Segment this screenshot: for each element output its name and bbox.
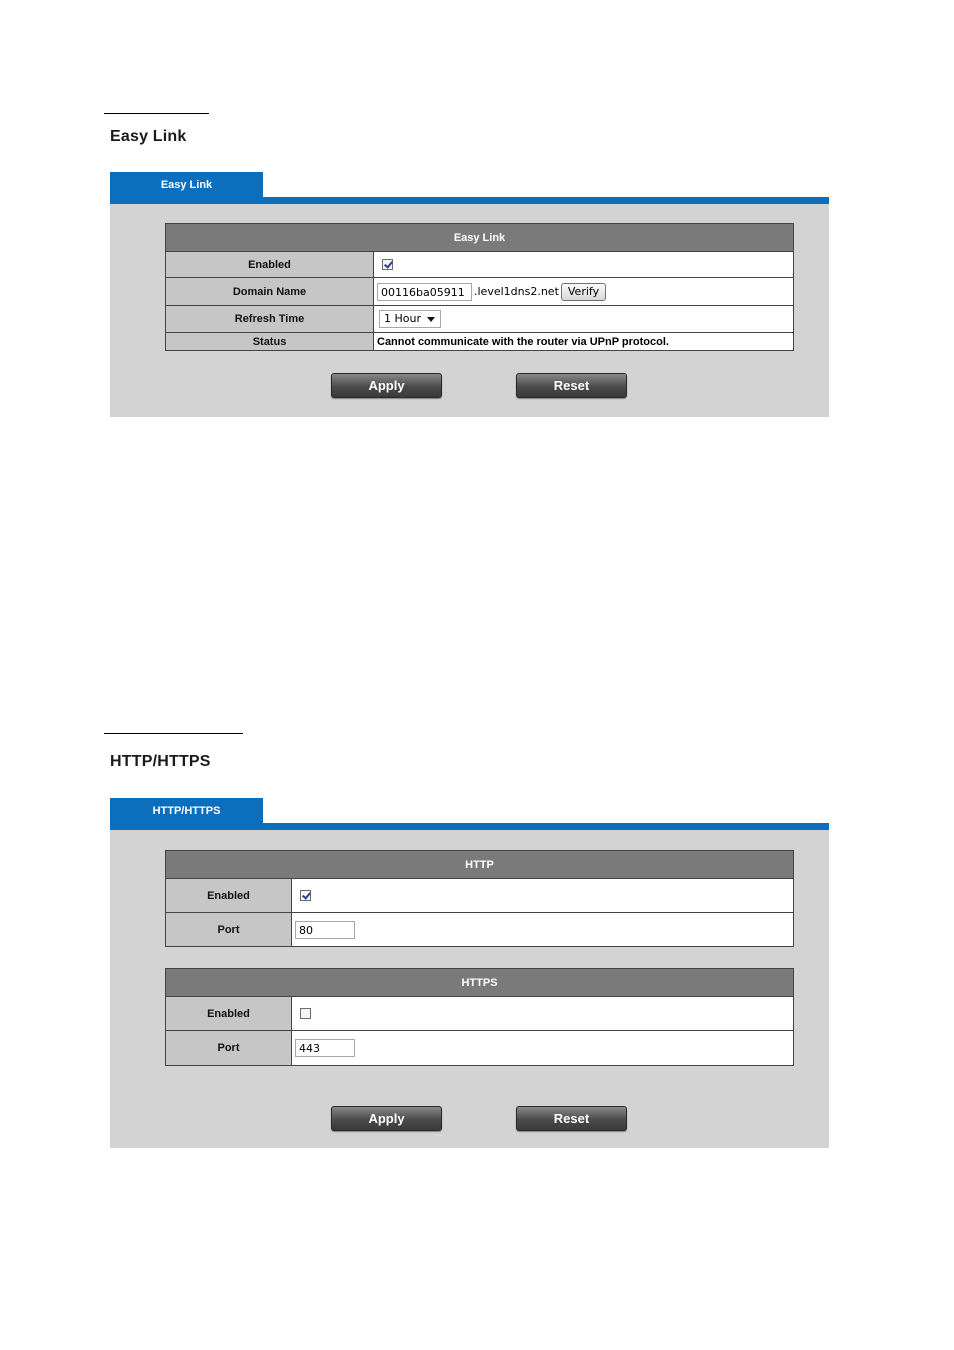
status-value: Cannot communicate with the router via UPnP protocol. [374,333,794,351]
table-title: Easy Link [166,224,794,252]
https-enabled-label: Enabled [166,997,292,1031]
domain-suffix: .level1dns2.net [474,285,559,298]
verify-button[interactable]: Verify [561,283,606,301]
section-heading: HTTP/HTTPS [110,753,211,770]
reset-button[interactable]: Reset [516,1106,627,1131]
domain-name-input[interactable]: 00116ba05911 [377,283,472,301]
tab-bar [110,798,829,830]
https-table [165,968,794,1066]
https-port-input[interactable]: 443 [295,1039,355,1057]
http-port-input[interactable]: 80 [295,921,355,939]
https-enabled-checkbox[interactable] [300,1008,311,1019]
reset-button[interactable]: Reset [516,373,627,398]
apply-button[interactable]: Apply [331,1106,442,1131]
refresh-time-label: Refresh Time [166,306,374,333]
easy-link-table [165,223,794,351]
refresh-time-value: 1 Hour [384,312,421,325]
refresh-time-select[interactable] [379,310,441,328]
https-table-title: HTTPS [166,969,794,997]
https-port-label: Port [166,1031,292,1066]
tab-easy-link[interactable]: Easy Link [110,172,263,204]
tab-bar [110,172,829,204]
enabled-label: Enabled [166,252,374,278]
status-label: Status [166,333,374,351]
http-https-panel [110,798,829,1148]
section-heading: Easy Link [110,128,187,145]
section-rule [104,733,243,734]
chevron-down-icon [427,317,435,322]
apply-button[interactable]: Apply [331,373,442,398]
easy-link-panel [110,172,829,417]
http-enabled-label: Enabled [166,879,292,913]
section-rule [104,113,209,114]
http-table-title: HTTP [166,851,794,879]
http-port-label: Port [166,913,292,947]
http-enabled-checkbox[interactable] [300,890,311,901]
tab-http-https[interactable]: HTTP/HTTPS [110,798,263,830]
http-table [165,850,794,947]
domain-name-label: Domain Name [166,278,374,306]
enabled-checkbox[interactable] [382,259,393,270]
